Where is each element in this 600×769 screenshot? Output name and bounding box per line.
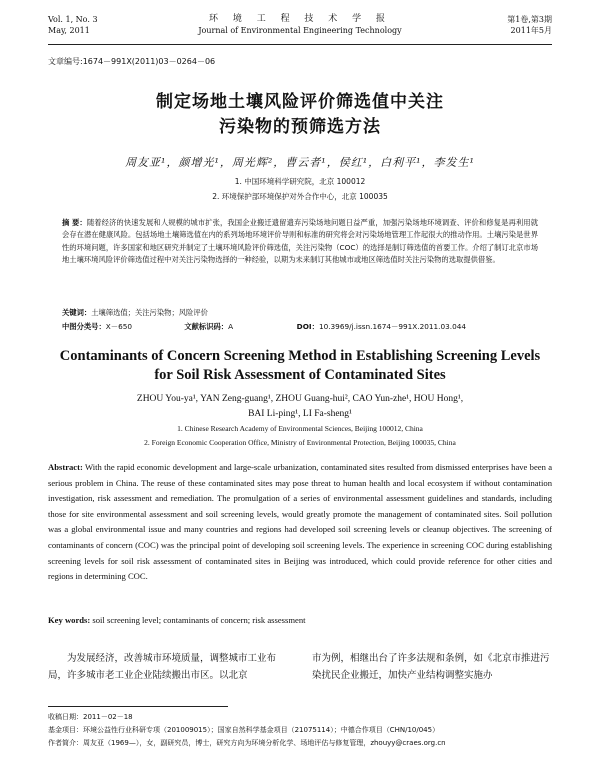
cn-abstract-text: 随着经济的快速发展和人规模的城市扩张，我国企业搬迁遗留遗弃污染场地问题日益严重，加强污染场地环境调查、评价和修复是再利用就会存在潜在健康风险。包括场地土壤筛选值在内的系列场地环境评价导则和标准的研究将会对污染场地管理工作起很大的推动作用。土壤污染是世界性的环境问题，许多国家和地区研究并制定了土壤环境风险评价筛选值，关注污染物（COC）的选择是制订筛选值的首要工作。介绍了制订北京市场地土壤环境风险评价筛选值过程中对关注污染物选择的一种经验，以期为未来制订其他城市或地区筛选值时关注污染物的选取提供借鉴。 <box>62 218 538 265</box>
clc-value: X－650 <box>105 322 133 331</box>
cn-title-line1: 制定场地土壤风险评价筛选值中关注 <box>156 92 444 112</box>
body-column-left: 为发展经济，改善城市环境质量，调整城市工业布局，许多城市老工业企业陆续搬出市区。以北京 <box>48 653 277 681</box>
cn-keywords-text: 土壤筛选值；关注污染物；风险评价 <box>91 308 208 317</box>
doi-value: 10.3969/j.issn.1674－991X.2011.03.044 <box>318 322 467 331</box>
header-issue-date: 2011年5月 <box>510 26 552 35</box>
en-authors-line1: ZHOU You-ya¹, YAN Zeng-guang¹, ZHOU Guang-hui², CAO Yun-zhe¹, HOU Hong¹, <box>136 394 464 404</box>
doi-label: DOI： <box>296 322 319 331</box>
en-abstract <box>48 460 552 585</box>
article-number: 文章编号:1674－991X(2011)03－0264－06 <box>48 57 216 66</box>
cn-abstract <box>62 217 538 267</box>
en-abstract-label: Abstract: <box>48 462 83 472</box>
header-volume-date: May, 2011 <box>48 26 90 35</box>
footnote-rule <box>48 706 228 707</box>
cn-keywords-label: 关键词： <box>62 308 92 317</box>
header-rule <box>48 44 552 45</box>
en-affiliation-2: 2. Foreign Economic Cooperation Office, Ministry of Environmental Protection, Beijing 100035, China <box>144 438 456 447</box>
header-journal-cn: 环 境 工 程 技 术 学 报 <box>208 14 392 24</box>
header-journal <box>48 14 552 36</box>
cn-classification <box>62 322 538 332</box>
footnote-author: 作者简介：周友亚（1969—），女，副研究员，博士，研究方向为环境分析化学、场地评估与修复管理，zhouyy@craes.org.cn <box>48 739 446 747</box>
document-code-value: A <box>228 322 234 331</box>
en-authors-line2: BAI Li-ping¹, LI Fa-sheng¹ <box>248 409 352 419</box>
en-keywords-text: soil screening level; contaminants of concern; risk assessment <box>92 615 306 625</box>
en-keywords <box>48 615 552 625</box>
en-title <box>30 347 570 385</box>
document-code-label: 文献标识码： <box>184 322 229 331</box>
running-header <box>48 14 552 44</box>
header-journal-en: Journal of Environmental Engineering Technology <box>198 26 402 35</box>
body-column-right: 市为例，相继出台了许多法规和条例，如《北京市推进污染扰民企业搬迁，加快产业结构调整实施办 <box>312 653 550 681</box>
cn-keywords <box>62 308 538 318</box>
body-text <box>48 650 552 690</box>
cn-abstract-label: 摘 要： <box>62 218 87 227</box>
cn-authors: 周友亚¹，颜增光¹，周光辉²，曹云者¹，侯红¹，白利平¹，李发生¹ <box>125 156 475 169</box>
header-issue <box>507 14 552 36</box>
en-title-line2: for Soil Risk Assessment of Contaminated Sites <box>154 367 446 383</box>
cn-title-line2: 污染物的预筛选方法 <box>219 117 381 137</box>
header-volume-number: Vol. 1, No. 3 <box>48 15 98 24</box>
en-title-line1: Contaminants of Concern Screening Method in Establishing Screening Levels <box>59 348 541 364</box>
footnote-funding: 基金项目：环境公益性行业科研专项（201009015）；国家自然科学基金项目（21075114）；中德合作项目（CHN/10/045） <box>48 726 440 734</box>
clc-label: 中图分类号： <box>62 322 106 331</box>
cn-title <box>40 90 560 140</box>
cn-affiliation-1: 1. 中国环境科学研究院，北京 100012 <box>234 177 366 186</box>
en-authors <box>40 392 560 422</box>
cn-affiliation-2: 2. 环境保护部环境保护对外合作中心，北京 100035 <box>212 192 388 201</box>
footnote-received: 收稿日期：2011－02－18 <box>48 713 133 721</box>
clc-number <box>62 322 182 332</box>
doi <box>297 322 466 332</box>
header-issue-cn: 第1卷,第3期 <box>507 15 552 24</box>
en-affiliation-1: 1. Chinese Research Academy of Environmental Sciences, Beijing 100012, China <box>177 424 423 433</box>
document-code <box>184 322 294 332</box>
en-abstract-text: With the rapid economic development and large-scale urbanization, contaminated sites resulted from dismissed enterprises have been a serious problem in China. The reuse of these contaminated sites may pose threat to human health and local ecosystem if without contamination investigation, risk assessment and remediation. The promulgation of a series of environmental assessment guidelines and standards, including those for site environmental assessment and soil screening levels, would greatly promote the management of contaminated sites. Soil pollution was a global environmental issue and many countries and regions had developed soil screening levels or cleanup objectives. The screening of contaminants of concern (COC) was the principal point of developing soil screening levels. The experience in screening COC during establishing screening levels for soil risk assessment of contaminated sites in Beijing was introduced, which could provide reference for other cities and regions in determining COC. <box>48 462 553 582</box>
en-keywords-label: Key words: <box>48 615 91 625</box>
